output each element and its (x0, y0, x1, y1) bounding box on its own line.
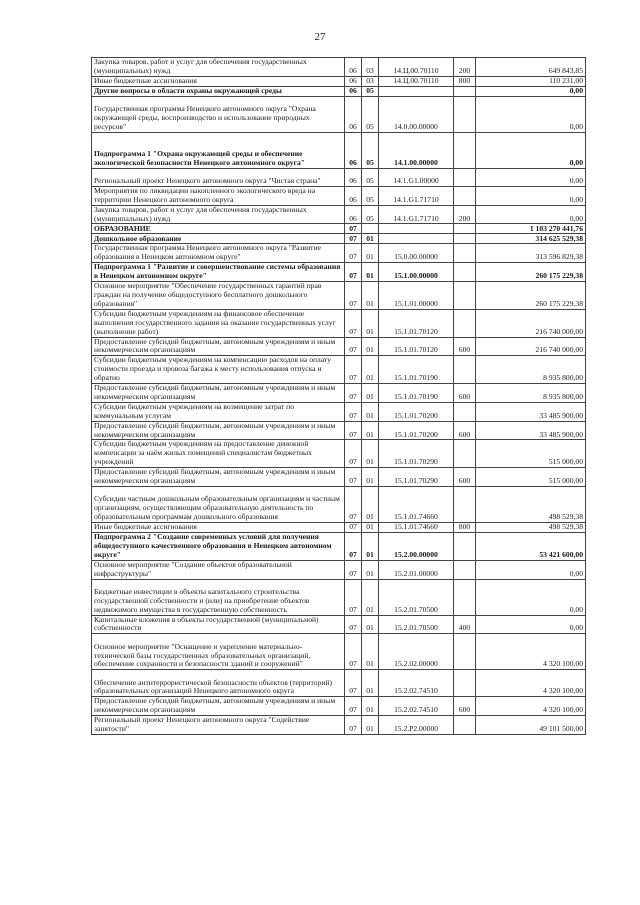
subsection-code: 01 (362, 487, 379, 523)
table-row (92, 224, 586, 234)
amount: 0,00 (476, 579, 586, 615)
table-row (92, 487, 586, 523)
target-article-code: 15.1.01.70200 (379, 421, 454, 440)
table-row (92, 634, 586, 670)
section-code: 06 (345, 186, 362, 205)
target-article-code (379, 224, 454, 234)
table-row (92, 96, 586, 132)
subsection-code: 01 (362, 244, 379, 263)
section-code: 07 (345, 615, 362, 634)
table-row (92, 533, 586, 561)
row-name: Предоставление субсидий бюджетным, автономным учреждениям и иным некоммерческим организациям (92, 384, 345, 403)
section-code: 07 (345, 263, 362, 282)
table-row (92, 205, 586, 224)
expense-type-code (454, 670, 476, 697)
section-code: 06 (345, 168, 362, 186)
row-name: Дошкольное образование (92, 234, 345, 244)
amount: 649 843,85 (476, 58, 586, 77)
amount: 33 485 900,00 (476, 421, 586, 440)
target-article-code: 14.0.00.00000 (379, 96, 454, 132)
target-article-code: 15.2.01.70500 (379, 579, 454, 615)
table-row (92, 697, 586, 716)
row-name: Другие вопросы в области охраны окружающей среды (92, 86, 345, 96)
subsection-code: 01 (362, 337, 379, 356)
subsection-code (362, 224, 379, 234)
row-name: Предоставление субсидий бюджетным, автономным учреждениям и иным некоммерческим организациям (92, 697, 345, 716)
target-article-code: 15.1.01.70190 (379, 356, 454, 384)
target-article-code: 15.1.00.00000 (379, 263, 454, 282)
row-name: Предоставление субсидий бюджетным, автономным учреждениям и иным некоммерческим организациям (92, 421, 345, 440)
row-name: Капитальные вложения в объекты государственной (муниципальной) собственности (92, 615, 345, 634)
expense-type-code (454, 282, 476, 310)
section-code: 07 (345, 234, 362, 244)
expense-type-code: 200 (454, 58, 476, 77)
section-code: 07 (345, 356, 362, 384)
subsection-code: 01 (362, 402, 379, 421)
amount: 0,00 (476, 186, 586, 205)
section-code: 07 (345, 697, 362, 716)
target-article-code: 15.1.01.70120 (379, 309, 454, 337)
section-code: 06 (345, 96, 362, 132)
amount: 4 320 100,00 (476, 697, 586, 716)
expense-type-code: 600 (454, 697, 476, 716)
target-article-code: 14.Ц.00.70110 (379, 58, 454, 77)
subsection-code: 05 (362, 96, 379, 132)
row-name: Субсидии бюджетным учреждениям на возмещение затрат по коммунальным услугам (92, 402, 345, 421)
target-article-code: 15.0.00.00000 (379, 244, 454, 263)
target-article-code: 15.1.01.70290 (379, 468, 454, 487)
table-row (92, 86, 586, 96)
row-name: Субсидии бюджетным учреждениям на компенсацию расходов на оплату стоимости проезда и провоза багажа к месту использования отпуска и обратно (92, 356, 345, 384)
subsection-code: 01 (362, 282, 379, 310)
table-row (92, 244, 586, 263)
amount: 0,00 (476, 168, 586, 186)
table-row (92, 440, 586, 468)
expense-type-code: 200 (454, 205, 476, 224)
amount: 4 320 100,00 (476, 634, 586, 670)
subsection-code: 01 (362, 309, 379, 337)
section-code: 07 (345, 670, 362, 697)
row-name: Закупка товаров, работ и услуг для обеспечения государственных (муниципальных) нужд (92, 205, 345, 224)
amount: 260 175 229,38 (476, 263, 586, 282)
amount: 4 320 100,00 (476, 670, 586, 697)
target-article-code: 15.2.00.00000 (379, 533, 454, 561)
row-name: Основное мероприятие "Создание объектов образовательной инфраструктуры" (92, 560, 345, 579)
amount: 8 935 800,00 (476, 384, 586, 403)
table-row (92, 560, 586, 579)
row-name: Подпрограмма 2 "Создание современных условий для получения общедоступного качественного образования в Ненецком автономном округе" (92, 533, 345, 561)
subsection-code: 03 (362, 76, 379, 86)
expense-type-code (454, 533, 476, 561)
section-code: 06 (345, 58, 362, 77)
table-row (92, 168, 586, 186)
target-article-code (379, 234, 454, 244)
row-name: Субсидии частным дошкольным образовательным организациям и частным организациям, осуществляющим образовательную деятельность по образовательным программам дошкольного образования (92, 487, 345, 523)
amount: 8 935 800,00 (476, 356, 586, 384)
row-name: Основное мероприятие "Оснащение и укрепление материально-технической базы государственных образовательных организаций, обеспечение сохранности и безопасности зданий и сооружений" (92, 634, 345, 670)
amount: 498 529,38 (476, 523, 586, 533)
subsection-code: 01 (362, 670, 379, 697)
section-code: 07 (345, 244, 362, 263)
expense-type-code: 600 (454, 384, 476, 403)
target-article-code: 15.2.02.74510 (379, 697, 454, 716)
amount: 498 529,38 (476, 487, 586, 523)
subsection-code: 01 (362, 384, 379, 403)
expense-type-code (454, 402, 476, 421)
subsection-code: 01 (362, 634, 379, 670)
expense-type-code (454, 560, 476, 579)
target-article-code: 15.1.01.74660 (379, 523, 454, 533)
subsection-code: 05 (362, 168, 379, 186)
target-article-code: 15.2.02.74510 (379, 670, 454, 697)
table-row (92, 356, 586, 384)
budget-table (91, 57, 586, 735)
expense-type-code (454, 244, 476, 263)
amount: 33 485 900,00 (476, 402, 586, 421)
section-code: 07 (345, 440, 362, 468)
section-code: 07 (345, 337, 362, 356)
table-row (92, 421, 586, 440)
subsection-code: 01 (362, 523, 379, 533)
row-name: Бюджетные инвестиции в объекты капитального строительства государственной собственности и (или) на приобретение объектов недвижимого имущества в государственную собственность (92, 579, 345, 615)
expense-type-code (454, 716, 476, 735)
subsection-code: 01 (362, 234, 379, 244)
subsection-code: 05 (362, 205, 379, 224)
target-article-code: 15.1.01.00000 (379, 282, 454, 310)
row-name: Субсидии бюджетным учреждениям на предоставление денежной компенсации за наём жилых помещений специалистам бюджетных учреждений (92, 440, 345, 468)
target-article-code: 15.1.01.74660 (379, 487, 454, 523)
section-code: 07 (345, 282, 362, 310)
table-row (92, 670, 586, 697)
target-article-code: 15.1.01.70290 (379, 440, 454, 468)
amount: 0,00 (476, 560, 586, 579)
amount: 515 000,00 (476, 440, 586, 468)
target-article-code: 14.1.G1.71710 (379, 186, 454, 205)
amount: 216 740 000,00 (476, 337, 586, 356)
expense-type-code (454, 186, 476, 205)
expense-type-code (454, 487, 476, 523)
expense-type-code (454, 96, 476, 132)
row-name: ОБРАЗОВАНИЕ (92, 224, 345, 234)
section-code: 07 (345, 579, 362, 615)
table-row (92, 76, 586, 86)
row-name: Подпрограмма 1 "Развитие и совершенствование системы образования в Ненецком автономном округе" (92, 263, 345, 282)
row-name: Обеспечение антитеррористической безопасности объектов (территорий) образовательных организаций Ненецкого автономного округа (92, 670, 345, 697)
row-name: Субсидии бюджетным учреждениям на финансовое обеспечение выполнения государственного задания на оказание государственных услуг (выполнение работ) (92, 309, 345, 337)
section-code: 06 (345, 76, 362, 86)
section-code: 07 (345, 309, 362, 337)
target-article-code: 14.1.G1.71710 (379, 205, 454, 224)
table-row (92, 523, 586, 533)
page-number: 27 (314, 31, 326, 43)
subsection-code: 05 (362, 132, 379, 168)
subsection-code: 01 (362, 579, 379, 615)
section-code: 06 (345, 86, 362, 96)
row-name: Иные бюджетные ассигнования (92, 523, 345, 533)
section-code: 07 (345, 468, 362, 487)
subsection-code: 01 (362, 560, 379, 579)
amount: 110 231,00 (476, 76, 586, 86)
expense-type-code (454, 234, 476, 244)
amount: 260 175 229,38 (476, 282, 586, 310)
expense-type-code: 600 (454, 421, 476, 440)
subsection-code: 01 (362, 697, 379, 716)
target-article-code: 15.2.01.70500 (379, 615, 454, 634)
subsection-code: 01 (362, 421, 379, 440)
subsection-code: 01 (362, 615, 379, 634)
expense-type-code: 400 (454, 615, 476, 634)
subsection-code: 01 (362, 716, 379, 735)
expense-type-code: 800 (454, 523, 476, 533)
table-row (92, 186, 586, 205)
expense-type-code (454, 224, 476, 234)
expense-type-code (454, 440, 476, 468)
budget-table-body (92, 58, 586, 735)
row-name: Подпрограмма 1 "Охрана окружающей среды и обеспечение экологической безопасности Ненецкого автономного округа" (92, 132, 345, 168)
amount: 1 103 270 441,76 (476, 224, 586, 234)
table-row (92, 58, 586, 77)
subsection-code: 03 (362, 58, 379, 77)
expense-type-code (454, 168, 476, 186)
section-code: 07 (345, 716, 362, 735)
table-row (92, 309, 586, 337)
subsection-code: 01 (362, 468, 379, 487)
section-code: 06 (345, 132, 362, 168)
table-row (92, 234, 586, 244)
expense-type-code (454, 132, 476, 168)
section-code: 07 (345, 533, 362, 561)
target-article-code: 14.Ц.00.70110 (379, 76, 454, 86)
target-article-code: 14.1.G1.00000 (379, 168, 454, 186)
section-code: 06 (345, 205, 362, 224)
table-row (92, 263, 586, 282)
expense-type-code (454, 356, 476, 384)
table-row (92, 468, 586, 487)
table-row (92, 615, 586, 634)
target-article-code: 15.2.02.00000 (379, 634, 454, 670)
section-code: 07 (345, 224, 362, 234)
target-article-code: 15.1.01.70200 (379, 402, 454, 421)
expense-type-code (454, 309, 476, 337)
section-code: 07 (345, 402, 362, 421)
amount: 53 421 600,00 (476, 533, 586, 561)
amount: 515 000,00 (476, 468, 586, 487)
amount: 314 625 529,38 (476, 234, 586, 244)
section-code: 07 (345, 634, 362, 670)
row-name: Государственная программа Ненецкого автономного округа "Охрана окружающей среды, воспроизводство и использование природных ресурсов" (92, 96, 345, 132)
amount: 0,00 (476, 96, 586, 132)
amount: 313 596 829,38 (476, 244, 586, 263)
amount: 0,00 (476, 205, 586, 224)
table-row (92, 337, 586, 356)
subsection-code: 05 (362, 186, 379, 205)
table-row (92, 384, 586, 403)
row-name: Основное мероприятие "Обеспечение государственных гарантий прав граждан на получение общедоступного бесплатного дошкольного образования" (92, 282, 345, 310)
row-name: Региональный проект Ненецкого автономного округа "Чистая страна" (92, 168, 345, 186)
expense-type-code (454, 263, 476, 282)
row-name: Предоставление субсидий бюджетным, автономным учреждениям и иным некоммерческим организациям (92, 337, 345, 356)
section-code: 07 (345, 421, 362, 440)
table-row (92, 132, 586, 168)
table-row (92, 579, 586, 615)
table-row (92, 716, 586, 735)
section-code: 07 (345, 560, 362, 579)
amount: 0,00 (476, 615, 586, 634)
amount: 216 740 000,00 (476, 309, 586, 337)
row-name: Мероприятия по ликвидации накопленного экологического вреда на территории Ненецкого автономного округа (92, 186, 345, 205)
target-article-code: 15.2.01.00000 (379, 560, 454, 579)
section-code: 07 (345, 384, 362, 403)
target-article-code (379, 86, 454, 96)
target-article-code: 15.1.01.70190 (379, 384, 454, 403)
target-article-code: 15.2.P2.00000 (379, 716, 454, 735)
expense-type-code: 600 (454, 337, 476, 356)
row-name: Государственная программа Ненецкого автономного округа "Развитие образования в Ненецком автономном округе" (92, 244, 345, 263)
amount: 49 101 500,00 (476, 716, 586, 735)
row-name: Региональный проект Ненецкого автономного округа "Содействие занятости" (92, 716, 345, 735)
section-code: 07 (345, 523, 362, 533)
subsection-code: 01 (362, 440, 379, 468)
row-name: Предоставление субсидий бюджетным, автономным учреждениям и иным некоммерческим организациям (92, 468, 345, 487)
expense-type-code (454, 86, 476, 96)
subsection-code: 01 (362, 356, 379, 384)
expense-type-code (454, 634, 476, 670)
amount: 0,00 (476, 86, 586, 96)
subsection-code: 01 (362, 533, 379, 561)
expense-type-code: 600 (454, 468, 476, 487)
target-article-code: 14.1.00.00000 (379, 132, 454, 168)
subsection-code: 01 (362, 263, 379, 282)
expense-type-code (454, 579, 476, 615)
expense-type-code: 800 (454, 76, 476, 86)
subsection-code: 05 (362, 86, 379, 96)
amount: 0,00 (476, 132, 586, 168)
row-name: Иные бюджетные ассигнования (92, 76, 345, 86)
table-row (92, 402, 586, 421)
table-row (92, 282, 586, 310)
target-article-code: 15.1.01.70120 (379, 337, 454, 356)
row-name: Закупка товаров, работ и услуг для обеспечения государственных (муниципальных) нужд (92, 58, 345, 77)
section-code: 07 (345, 487, 362, 523)
